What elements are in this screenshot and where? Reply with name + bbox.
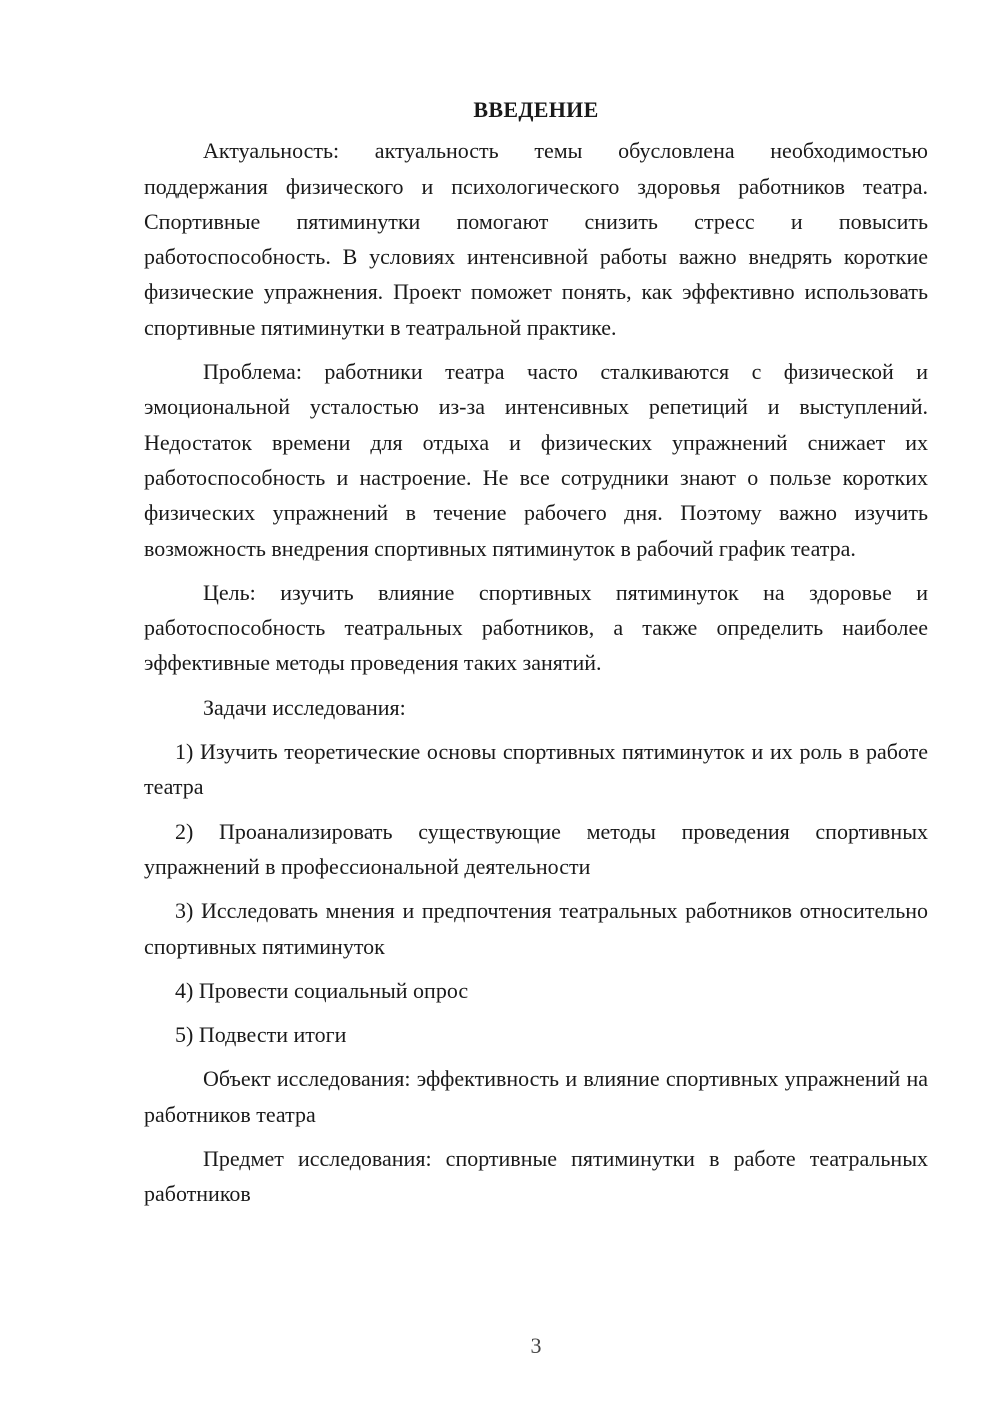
section-heading: ВВЕДЕНИЕ xyxy=(473,97,599,122)
page-content xyxy=(144,92,928,1221)
subject-paragraph: Предмет исследования: спортивные пятиминутки в работе театральных работников xyxy=(144,1146,928,1207)
task-item-2: 2) Проанализировать существующие методы проведения спортивных упражнений в профессиональной деятельности xyxy=(144,818,928,879)
tasks-heading: Задачи исследования: xyxy=(203,694,406,720)
task-item-4: 4) Провести социальный опрос xyxy=(175,977,469,1003)
problem-paragraph: Проблема: работники театра часто сталкиваются с физической и эмоциональной усталостью из-за интенсивных репетиций и выступлений. Недостаток времени для отдыха и физических упражнений снижает их работоспособность и настроение. Не все сотрудники знают о пользе коротких физических упражнений в течение рабочего дня. Поэтому важно изучить возможность внедрения спортивных пятиминуток в рабочий график театра. xyxy=(144,359,928,561)
task-item-1: 1) Изучить теоретические основы спортивных пятиминуток и их роль в работе театра xyxy=(144,739,928,800)
goal-paragraph: Цель: изучить влияние спортивных пятиминуток на здоровье и работоспособность театральных работников, а также определить наиболее эффективные методы проведения таких занятий. xyxy=(144,579,928,676)
relevance-paragraph: Актуальность: актуальность темы обусловлена необходимостью поддержания физического и психологического здоровья работников театра. Спортивные пятиминутки помогают снизить стресс и повысить работоспособность. В условиях интенсивной работы важно внедрять короткие физические упражнения. Проект поможет понять, как эффективно использовать спортивные пятиминутки в театральной практике. xyxy=(144,138,928,340)
page-number: 3 xyxy=(530,1333,542,1358)
task-item-3: 3) Исследовать мнения и предпочтения театральных работников относительно спортивных пятиминуток xyxy=(144,898,928,959)
task-item-5: 5) Подвести итоги xyxy=(175,1022,347,1048)
object-paragraph: Объект исследования: эффективность и влияние спортивных упражнений на работников театра xyxy=(144,1066,928,1127)
